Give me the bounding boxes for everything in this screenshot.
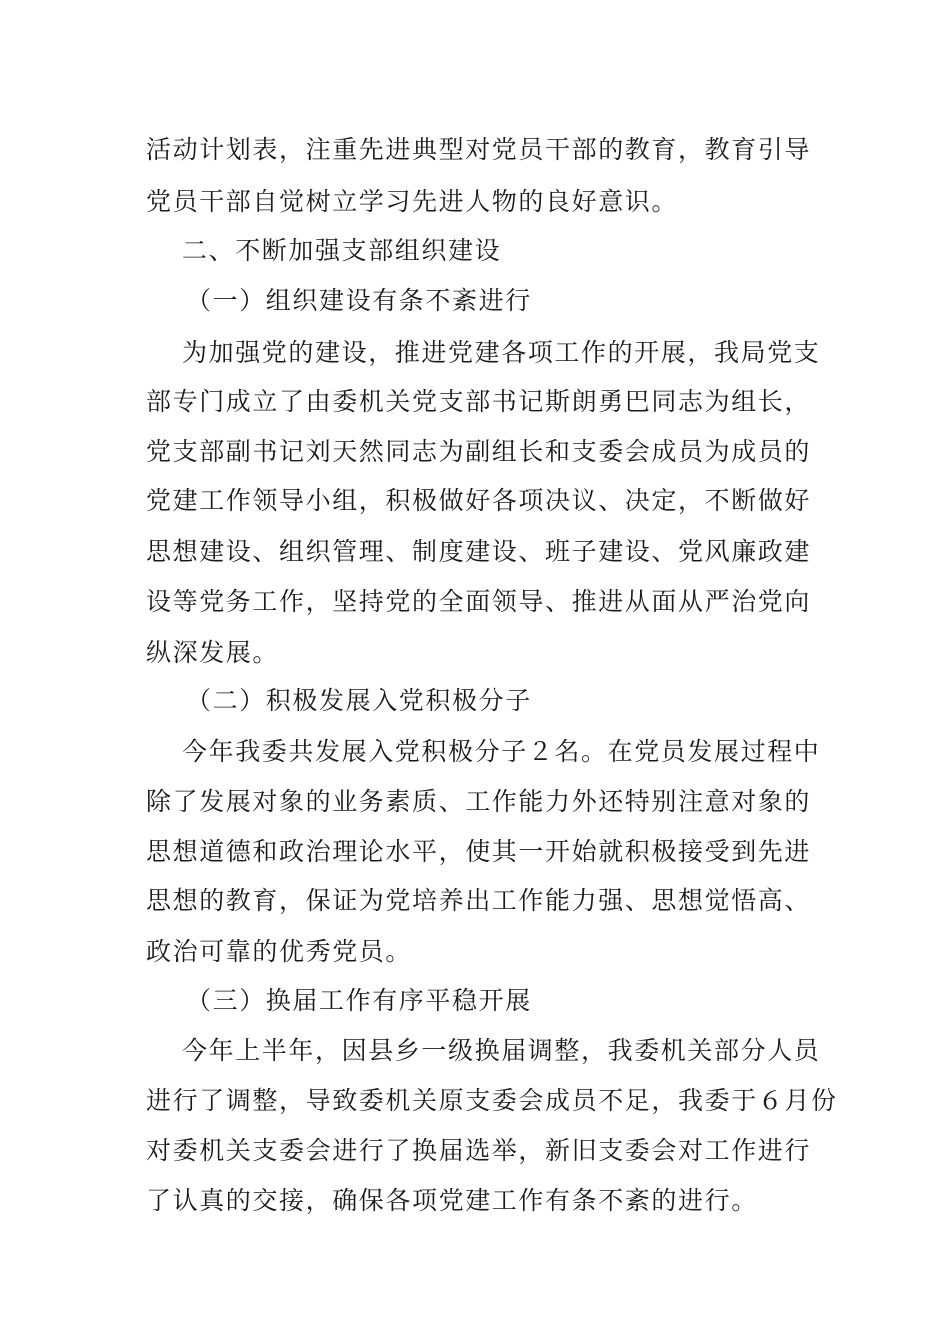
section-heading: 二、不断加强支部组织建设 bbox=[182, 236, 502, 265]
subsection-heading: （一）组织建设有条不紊进行 bbox=[186, 286, 532, 315]
text-line: 党建工作领导小组，积极做好各项决议、决定，不断做好 bbox=[146, 486, 812, 515]
text-line: 为加强党的建设，推进党建各项工作的开展，我局党支 bbox=[182, 338, 821, 367]
text-line: 部专门成立了由委机关党支部书记斯朗勇巴同志为组长， bbox=[146, 387, 812, 416]
text-line: 纵深发展。 bbox=[146, 638, 280, 667]
text-line: 思想建设、组织管理、制度建设、班子建设、党风廉政建 bbox=[146, 537, 812, 566]
text-line: 党支部副书记刘天然同志为副组长和支委会成员为成员的 bbox=[146, 437, 812, 466]
subsection-heading: （二）积极发展入党积极分子 bbox=[186, 686, 532, 715]
text-line: 除了发展对象的业务素质、工作能力外还特别注意对象的 bbox=[146, 787, 812, 816]
subsection-heading: （三）换届工作有序平稳开展 bbox=[186, 986, 532, 1015]
text-line: 党员干部自觉树立学习先进人物的良好意识。 bbox=[146, 187, 679, 216]
text-line: 思想的教育，保证为党培养出工作能力强、思想觉悟高、 bbox=[146, 886, 812, 915]
text-line: 进行了调整，导致委机关原支委会成员不足，我委于６月份 bbox=[146, 1086, 838, 1115]
text-line: 设等党务工作，坚持党的全面领导、推进从面从严治党向 bbox=[146, 587, 812, 616]
text-line: 今年我委共发展入党积极分子２名。在党员发展过程中 bbox=[182, 737, 821, 766]
text-line: 活动计划表，注重先进典型对党员干部的教育，教育引导 bbox=[146, 135, 812, 164]
text-line: 思想道德和政治理论水平，使其一开始就积极接受到先进 bbox=[146, 837, 812, 866]
text-line: 今年上半年，因县乡一级换届调整，我委机关部分人员 bbox=[182, 1036, 821, 1065]
text-line: 了认真的交接，确保各项党建工作有条不紊的进行。 bbox=[146, 1186, 758, 1215]
text-line: 对委机关支委会进行了换届选举，新旧支委会对工作进行 bbox=[146, 1136, 812, 1165]
text-line: 政治可靠的优秀党员。 bbox=[146, 937, 413, 966]
